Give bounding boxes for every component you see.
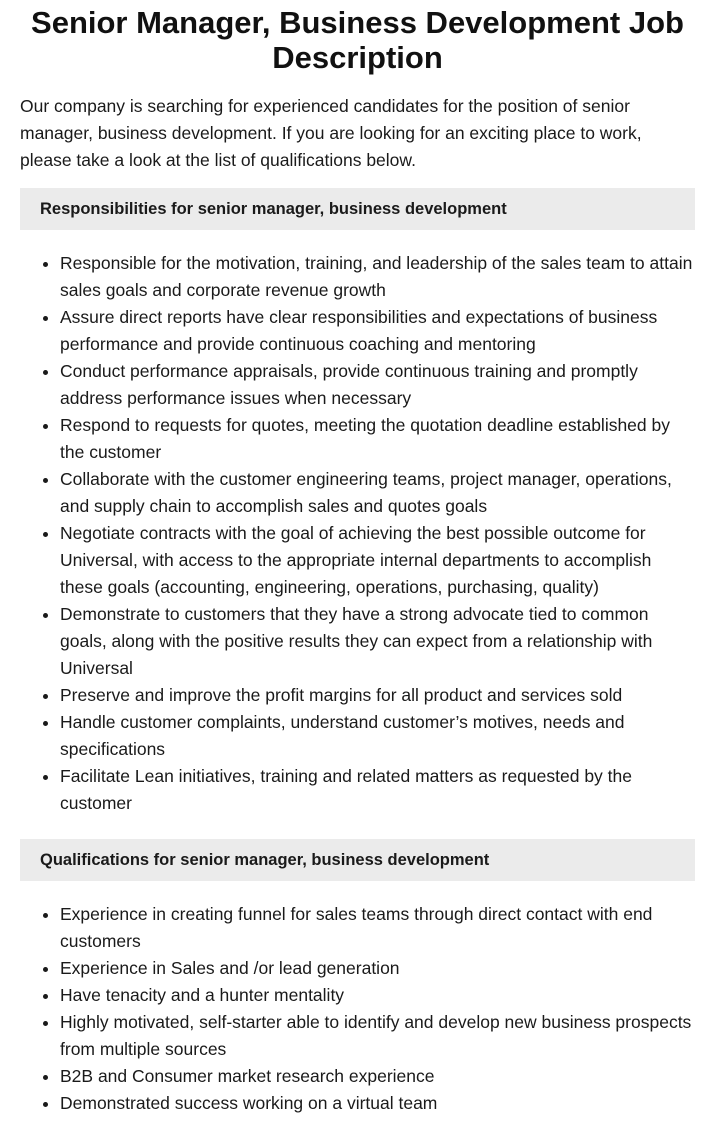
responsibilities-list (20, 250, 695, 817)
list-item: • Preserve and improve the profit margins for all product and services sold (60, 682, 695, 709)
list-item: • Handle customer complaints, understand customer’s motives, needs and specifications (60, 709, 695, 763)
list-item: • Facilitate Lean initiatives, training and related matters as requested by the customer (60, 763, 695, 817)
list-item: • Have tenacity and a hunter mentality (60, 982, 695, 1009)
intro-paragraph: Our company is searching for experienced candidates for the position of senior manager, business development. If you are looking for an exciting place to work, please take a look at the list of qualifications below. (20, 96, 642, 170)
page-title: Senior Manager, Business Development Job Description (31, 5, 684, 75)
list-item: • B2B and Consumer market research experience (60, 1063, 695, 1090)
list-item: • Demonstrated success working on a virtual team (60, 1090, 695, 1117)
list-item: • Highly motivated, self-starter able to identify and develop new business prospects from multiple sources (60, 1009, 695, 1063)
responsibilities-heading: Responsibilities for senior manager, business development (20, 188, 695, 230)
qualifications-heading: Qualifications for senior manager, business development (20, 839, 695, 881)
list-item: • Demonstrate to customers that they have a strong advocate tied to common goals, along with the positive results they can expect from a relationship with Universal (60, 601, 695, 682)
list-item: • Responsible for the motivation, training, and leadership of the sales team to attain sales goals and corporate revenue growth (60, 250, 695, 304)
qualifications-list (20, 901, 695, 1117)
list-item: • Assure direct reports have clear responsibilities and expectations of business performance and provide continuous coaching and mentoring (60, 304, 695, 358)
list-item: • Experience in Sales and /or lead generation (60, 955, 695, 982)
list-item: • Negotiate contracts with the goal of achieving the best possible outcome for Universal, with access to the appropriate internal departments to accomplish these goals (accounting, engineering, operations, purchasing, quality) (60, 520, 695, 601)
list-item: • Experience in creating funnel for sales teams through direct contact with end customers (60, 901, 695, 955)
list-item: • Respond to requests for quotes, meeting the quotation deadline established by the customer (60, 412, 695, 466)
list-item: • Conduct performance appraisals, provide continuous training and promptly address performance issues when necessary (60, 358, 695, 412)
list-item: • Collaborate with the customer engineering teams, project manager, operations, and supply chain to accomplish sales and quotes goals (60, 466, 695, 520)
